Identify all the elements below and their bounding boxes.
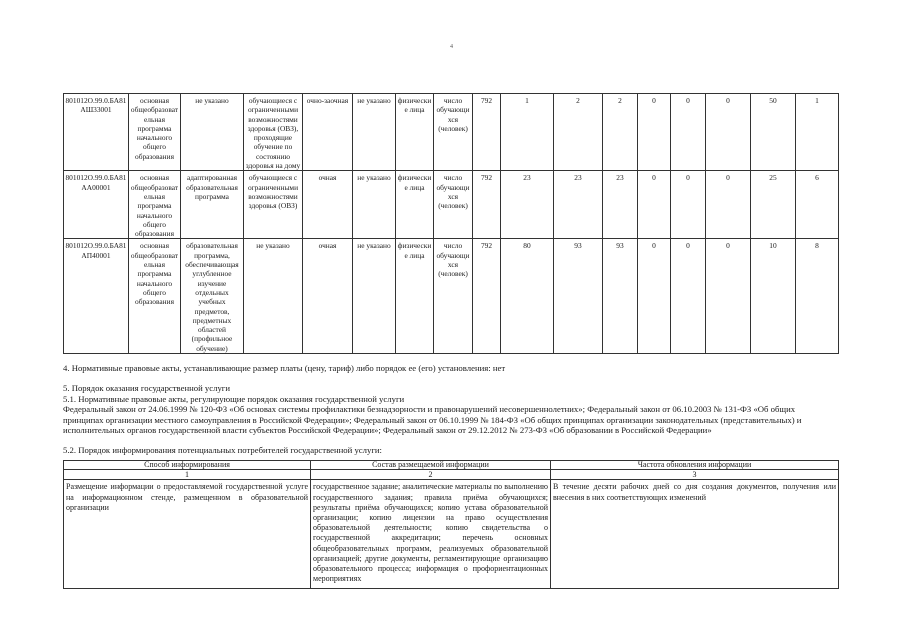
deviation-absolute-cell: 1 <box>796 94 839 171</box>
volume-year-3-cell: 2 <box>603 94 638 171</box>
fee-year-1-cell: 0 <box>638 94 671 171</box>
volume-year-2-cell: 23 <box>554 171 603 239</box>
deviation-percent-cell: 25 <box>751 171 796 239</box>
indicator-row <box>64 239 839 354</box>
fee-regulation-value: нет <box>492 363 506 374</box>
info-method-cell: Размещение информации о предоставляемой государственной услуге на информационном стенде, размещенном в образовательной организации <box>64 480 311 589</box>
volume-year-2-cell: 93 <box>554 239 603 354</box>
condition-indicator-1-cell: очно-заочная <box>303 94 353 171</box>
service-volume-indicators-table <box>63 93 839 354</box>
condition-indicator-1-cell: очная <box>303 239 353 354</box>
header-method: Способ информирования <box>64 460 311 470</box>
fee-regulation-text: 4. Нормативные правовые акты, устанавливающие размер платы (цену, тариф) либо порядок ее (его) установления: <box>63 363 491 374</box>
content-indicator-3-cell: обучающиеся с ограниченными возможностями здоровья (ОВЗ), проходящие обучение по состоянию здоровья на дому <box>244 94 303 171</box>
volume-year-1-cell: 1 <box>501 94 554 171</box>
info-content-cell: государственное задание; аналитические материалы по выполнению государственного задания; правила приёма обучающихся; результаты приёма обучающихся; копию устава образовательной организации; копию лицензии на право осуществления образовательной деятельности; копию свидетельства о государственной аккредитации; перечень основных общеобразовательных программ, реализуемых образовательной организацией; другие документы, регламентирующие организацию образовательного процесса; информация о профориентационных мероприятиях <box>311 480 551 589</box>
header-frequency: Частота обновления информации <box>551 460 839 470</box>
regulatory-acts-list: Федеральный закон от 24.06.1999 № 120-ФЗ «Об основах системы профилактики безнадзорности и правонарушений несовершеннолетних»; Федеральный закон от 06.10.2003 № 131-ФЗ «Об общих принципах организации местного самоуправления в Российской Федерации»; Федеральный закон от 06.10.1999 № 184-ФЗ «Об общих принципах организации законодательных (представительных) и исполнительных органов государственной власти субъектов Российской Федерации»; Федеральный закон от 29.12.2012 № 273-ФЗ «Об образовании в Российской Федерации» <box>63 404 802 436</box>
fee-year-2-cell: 0 <box>671 239 706 354</box>
consumer-category-cell: физические лица <box>396 239 434 354</box>
deviation-absolute-cell: 6 <box>796 171 839 239</box>
content-indicator-2-cell: образовательная программа, обеспечивающая углубленное изучение отдельных учебных предметов, предметных областей (профильное обучение) <box>181 239 244 354</box>
indicator-name-cell: число обучающихся (человек) <box>434 171 473 239</box>
header-content: Состав размещаемой информации <box>311 460 551 470</box>
volume-year-1-cell: 80 <box>501 239 554 354</box>
volume-year-1-cell: 23 <box>501 171 554 239</box>
content-indicator-3-cell: не указано <box>244 239 303 354</box>
content-indicator-1-cell: основная общеобразовательная программа начального общего образования <box>129 171 181 239</box>
info-column-number-row <box>64 470 839 480</box>
okei-code-cell: 792 <box>473 239 501 354</box>
info-table-body <box>64 460 839 589</box>
volume-year-2-cell: 2 <box>554 94 603 171</box>
fee-regulation-line <box>63 363 839 373</box>
section-5-2-title: 5.2. Порядок информирования потенциальных потребителей государственной услуги: <box>63 445 382 456</box>
content-indicator-2-cell: адаптированная образовательная программа <box>181 171 244 239</box>
fee-year-3-cell: 0 <box>706 239 751 354</box>
condition-indicator-2-cell: не указано <box>353 94 396 171</box>
deviation-percent-cell: 50 <box>751 94 796 171</box>
column-number: 3 <box>551 470 839 480</box>
column-number: 1 <box>64 470 311 480</box>
consumer-category-cell: физические лица <box>396 171 434 239</box>
volume-year-3-cell: 23 <box>603 171 638 239</box>
indicator-row <box>64 94 839 171</box>
registry-number-cell: 801012О.99.0.БА81АШ33001 <box>64 94 129 171</box>
indicator-table-body <box>64 94 839 354</box>
okei-code-cell: 792 <box>473 171 501 239</box>
information-methods-table <box>63 460 839 590</box>
indicator-name-cell: число обучающихся (человек) <box>434 94 473 171</box>
indicator-name-cell: число обучающихся (человек) <box>434 239 473 354</box>
page-number: 4 <box>450 44 453 50</box>
info-header-row <box>64 460 839 470</box>
fee-year-2-cell: 0 <box>671 94 706 171</box>
deviation-percent-cell: 10 <box>751 239 796 354</box>
condition-indicator-2-cell: не указано <box>353 171 396 239</box>
info-row <box>64 480 839 589</box>
content-indicator-1-cell: основная общеобразовательная программа начального общего образования <box>129 239 181 354</box>
column-number: 2 <box>311 470 551 480</box>
section-5-title: 5. Порядок оказания государственной услуги <box>63 383 231 394</box>
condition-indicator-2-cell: не указано <box>353 239 396 354</box>
registry-number-cell: 801012О.99.0.БА81АП40001 <box>64 239 129 354</box>
section-5-1-title: 5.1. Нормативные правовые акты, регулирующие порядок оказания государственной услуги <box>63 393 405 404</box>
content-indicator-2-cell: не указано <box>181 94 244 171</box>
info-frequency-cell: В течение десяти рабочих дней со дня создания документов, получения или внесения в них соответствующих изменений <box>551 480 839 589</box>
okei-code-cell: 792 <box>473 94 501 171</box>
indicator-row <box>64 171 839 239</box>
condition-indicator-1-cell: очная <box>303 171 353 239</box>
content-indicator-1-cell: основная общеобразовательная программа начального общего образования <box>129 94 181 171</box>
content-indicator-3-cell: обучающиеся с ограниченными возможностями здоровья (ОВЗ) <box>244 171 303 239</box>
document-body <box>63 93 839 589</box>
fee-year-1-cell: 0 <box>638 171 671 239</box>
registry-number-cell: 801012О.99.0.БА81АА00001 <box>64 171 129 239</box>
fee-year-3-cell: 0 <box>706 94 751 171</box>
consumer-category-cell: физические лица <box>396 94 434 171</box>
fee-year-3-cell: 0 <box>706 171 751 239</box>
fee-year-2-cell: 0 <box>671 171 706 239</box>
fee-year-1-cell: 0 <box>638 239 671 354</box>
volume-year-3-cell: 93 <box>603 239 638 354</box>
deviation-absolute-cell: 8 <box>796 239 839 354</box>
